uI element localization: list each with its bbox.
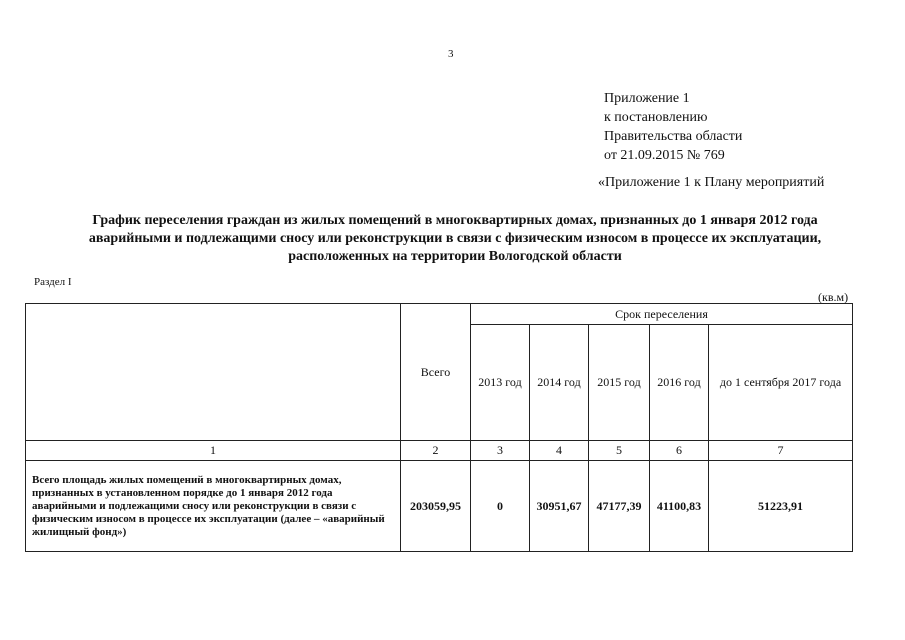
row-description: Всего площадь жилых помещений в многоквартирных домах, признанных в установленном порядке до 1 января 2012 года аварийными и подлежащими сносу или реконструкции в связи с физическим износом в процессе их эксплуатации (далее – «аварийный жилищный фонд») xyxy=(26,461,401,552)
value-total: 203059,95 xyxy=(401,461,471,552)
appendix-line-4: от 21.09.2015 № 769 xyxy=(604,148,725,163)
appendix-line-3: Правительства области xyxy=(604,129,743,144)
table-row xyxy=(26,461,853,552)
value-2017: 51223,91 xyxy=(709,461,853,552)
units-label: (кв.м) xyxy=(818,290,849,304)
page-number: 3 xyxy=(448,48,454,60)
document-title xyxy=(20,212,890,266)
column-number-4: 4 xyxy=(530,441,589,461)
section-label: Раздел I xyxy=(34,276,72,288)
value-2015: 47177,39 xyxy=(589,461,650,552)
plan-reference: «Приложение 1 к Плану мероприятий xyxy=(598,175,825,190)
appendix-line-1: Приложение 1 xyxy=(604,91,690,106)
value-2016: 41100,83 xyxy=(650,461,709,552)
year-header-2015: 2015 год xyxy=(589,325,650,441)
period-header: Срок переселения xyxy=(471,304,853,325)
description-header-cell xyxy=(26,304,401,441)
column-number-1: 1 xyxy=(26,441,401,461)
year-header-2014: 2014 год xyxy=(530,325,589,441)
title-line-1: График переселения граждан из жилых помещений в многоквартирных домах, признанных до 1 января 2012 года xyxy=(92,213,818,228)
year-header-2016: 2016 год xyxy=(650,325,709,441)
year-header-2013: 2013 год xyxy=(471,325,530,441)
year-header-2017: до 1 сентября 2017 года xyxy=(709,325,853,441)
appendix-line-2: к постановлению xyxy=(604,110,708,125)
column-number-6: 6 xyxy=(650,441,709,461)
value-2014: 30951,67 xyxy=(530,461,589,552)
column-number-5: 5 xyxy=(589,441,650,461)
column-number-7: 7 xyxy=(709,441,853,461)
resettlement-table xyxy=(25,303,853,552)
value-2013: 0 xyxy=(471,461,530,552)
title-line-2: аварийными и подлежащими сносу или реконструкции в связи с физическим износом в процессе их эксплуатации, xyxy=(88,231,822,246)
appendix-block xyxy=(604,89,742,165)
title-line-3: расположенных на территории Вологодской области xyxy=(288,249,622,264)
column-number-2: 2 xyxy=(401,441,471,461)
column-number-3: 3 xyxy=(471,441,530,461)
total-header: Всего xyxy=(401,304,471,441)
